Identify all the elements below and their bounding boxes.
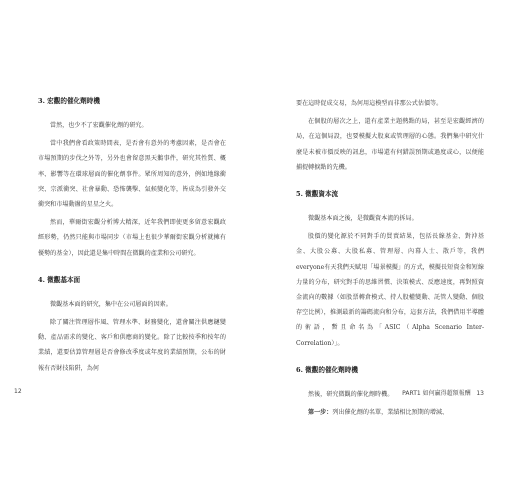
paragraph-continuation: 要在這時促成交易，為何用這模型而非那公式估價等。 <box>296 100 443 107</box>
right-page <box>260 0 520 500</box>
running-head-text: PART1 如何贏得超額報酬 <box>402 390 471 397</box>
paragraph: 微觀基本面之後，是微觀資本流的拆局。 <box>308 215 418 223</box>
paragraph: 當中我們會看政策時間表，是否會有意外的考慮因素，是否會在市場預期的步伐之外等，另外也會留意黑天鵝事件，研究其性質、概率、影響等在環球層面的催化劑事件。眾所周知的意外，例如地緣衝突、宗派衝突、社會暴動、恐怖襲擊、氣候變化等，皆成為引發外交衝突和市場動盪的星星之火。 <box>38 140 226 209</box>
step-text: 列出催化劑的名單，業績相比預期的增減、 <box>332 409 449 417</box>
right-text-column <box>296 96 484 423</box>
paragraph: 微觀基本面的研究，集中在公司層面的因素。 <box>50 300 172 308</box>
paragraph: 然而，華爾街宏觀分析博大精深，近年我們即使更多留意宏觀政經形勢，仍然只能與市場同步（市場上也很少華爾街宏觀分析就擁有優勢的基金），因此還是集中時間在微觀的產業和公司研究。 <box>38 219 226 257</box>
section-heading-micro-catalyst: 6. 微觀的催化劑時機 <box>296 365 358 374</box>
step-paragraph <box>296 405 484 420</box>
section-heading-micro-fundamentals: 4. 微觀基本面 <box>38 275 81 284</box>
left-text-column <box>38 96 226 379</box>
page-number: 13 <box>476 390 484 397</box>
paragraph: 股價的變化源於不同對手的買賣結果，包括長線基金、對沖基金、大股公募、大股私募、管理層、內幕人士、散戶等，我們everyone有天我們天賦用「場景模擬」的方式，模擬長短資金和短線力量的分布，研究對手的思維習慣、決策模式、反應速度，再對照資金流向的數據（如股票轉倉模式、持人股權變動、託管人變動、個股存空比例），推測最新的籌碼流向和分布，這套方法，我們借用半導體的術語，暫且命名為「ASIC（Alpha Scenario Inter-Correlation）」。 <box>296 233 484 347</box>
paragraph: 在個股的層次之上，還有產業主題熱點的局，甚至是宏觀經濟的局，在這個局設，也要模擬大股東或管理層的心態。我們集中研究什麼是未被市價反映的訊息，市場還有何錯誤預期或過度或心，以便能捕捉轉捩點的先機。 <box>296 118 484 171</box>
page-number: 12 <box>14 388 22 395</box>
running-head <box>402 388 484 397</box>
paragraph: 除了關注管理層作風、管理水準、財務變化，還會關注供應鏈變動、產品需求的變化、客戶和供應商的變化。除了比較按季和按年的業績，還要估算管理層是否會修改季度或年度的業績預期，公布的財報有否財技陷阱，為何 <box>38 319 226 372</box>
step-label: 第一步： <box>308 409 333 417</box>
section-heading-macro-catalyst: 3. 宏觀的催化劑時機 <box>38 97 100 105</box>
section-heading-micro-capital-flow: 5. 微觀資本流 <box>296 190 339 199</box>
paragraph: 當然，也少不了宏觀催化劑的研究。 <box>50 122 148 129</box>
paragraph: 然後，研究微觀的催化劑時機。 <box>308 390 394 398</box>
